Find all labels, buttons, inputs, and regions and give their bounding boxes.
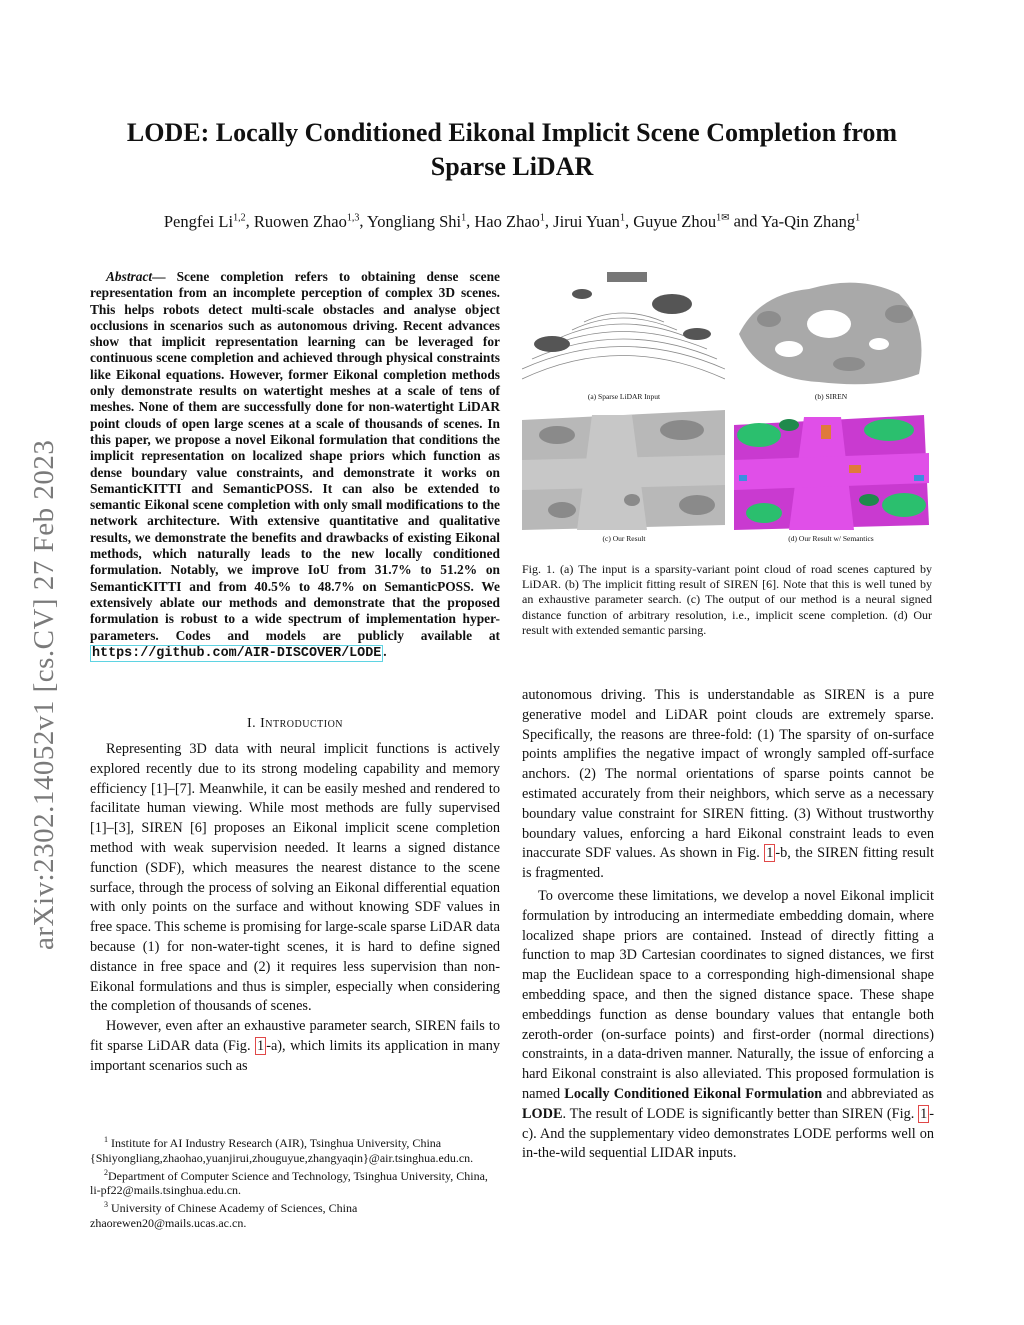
figure-ref-link[interactable]: 1 <box>920 1105 928 1122</box>
figure-panel-sparse-lidar <box>522 264 725 389</box>
section-number: I. <box>246 716 257 731</box>
figure-panel-our-result <box>522 405 725 530</box>
paper-title <box>60 116 964 184</box>
footnotes <box>90 1133 500 1231</box>
arxiv-stamp <box>26 350 62 950</box>
abstract-label: Abstract <box>106 269 153 284</box>
figure-1-caption: Fig. 1. (a) The input is a sparsity-variant point cloud of road scenes captured by LiDAR. (b) The implicit fitting result of SIREN [6]. Note that this is well tuned by an exhaustive parameter search. (c) The output of our method is a neural signed distance function of arbitrary resolution, i.e., implicit scene completion. (d) Our result with extended semantic parsing. <box>522 562 932 637</box>
footnote-2: $^2$Department of Computer Science and Technology, Tsinghua University, China, li-pf22@mails.tsinghua.edu.cn. <box>90 1167 488 1198</box>
footnote-3: $^3$ University of Chinese Academy of Sciences, China zhaorewen20@mails.ucas.ac.cn. <box>90 1200 358 1230</box>
panel-a-caption: (a) Sparse LiDAR Input <box>587 392 661 401</box>
author: Ruowen Zhao$^{1,3}$ <box>253 211 360 231</box>
intro-paragraph-1: Representing 3D data with neural implicit functions is actively explored recently due to its strong modeling capability and memory efficiency [1]–[7]. Meanwhile, it can be easily meshed and rendered to facilitate human viewing. While most methods are fully supervised [1]–[3], SIREN [6] proposes an Eikonal implicit scene completion method with weak supervision needed. It learns a signed distance function (SDF), which measures the nearest distance to the scene surface, through the process of solving an Eikonal differential equation with only points on the surface and without knowing SDF values in free space. This scheme is promising for large-scale sparse LiDAR data because (1) for non-water-tight scenes, it is hard to define signed distance in free space and (2) it requires less supervision than non-Eikonal formulations and thus is simpler, especially when considering the completion of thousands of scenes. <box>90 741 500 1015</box>
intro-paragraph-2: However, even after an exhaustive parameter search, SIREN fails to fit sparse LiDAR data (Fig. 1 -a), which limits its application in many important scenarios such as <box>90 1018 501 1074</box>
author: Ya-Qin Zhang$^1$ <box>761 211 861 231</box>
footnote-1: $^1$ Institute for AI Industry Research (AIR), Tsinghua University, China {Shiyongliang,zhaohao,yuanjirui,zhouguyue,zhangyaqin}@air.tsinghua.edu.cn. <box>90 1135 474 1165</box>
figure-panel-semantics <box>729 405 932 530</box>
title-line-2: Sparse LiDAR <box>430 152 594 181</box>
code-link[interactable]: https://github.com/AIR-DISCOVER/LODE <box>92 645 382 661</box>
right-column-body <box>522 686 934 1164</box>
author: Yongliang Shi$^1$ <box>366 211 467 231</box>
author: Pengfei Li$^{1,2}$ <box>163 211 246 231</box>
figure-panel-siren <box>729 264 932 389</box>
panel-d-caption: (d) Our Result w/ Semantics <box>788 534 874 543</box>
panel-b-caption: (b) SIREN <box>814 392 848 401</box>
section-title: Introduction <box>260 716 344 731</box>
abstract-text: Scene completion refers to obtaining dense scene representation from an incomplete perception of complex 3D scenes. This helps robots detect multi-scale obstacles and analyse object occlusions in scenarios such as autonomous driving. Recent advances show that implicit representation learning can be leveraged for continuous scene completion and achieved through physical constraints like Eikonal equations. However, former Eikonal completion methods only demonstrate results on watertight meshes at a scale of tens of meshes. None of them are successfully done for non-watertight LiDAR point clouds of open large scenes at a scale of thousands of scenes. In this paper, we propose a novel Eikonal formulation that conditions the implicit representation on localized shape priors which function as dense boundary value constraints, and demonstrate it works on SemanticKITTI and SemanticPOSS. It can also be extended to semantic Eikonal scene completion with only small modifications to the network architecture. With extensive quantitative and qualitative results, we demonstrate the benefits and drawbacks of existing Eikonal methods, which naturally leads to the new locally conditioned formulation. Notably, we improve IoU from 31.7% to 51.2% on SemanticKITTI and from 40.5% to 48.7% on SemanticPOSS. We extensively ablate our methods and demonstrate that the proposed formulation is robust to a wide spectrum of implementation hyper-parameters. Codes and models are publicly available at <box>90 269 501 643</box>
abstract: Abstract— Scene completion refers to obtaining dense scene representation from an incomplete perception of complex 3D scenes. This helps robots detect multi-scale obstacles and analyse object occlusions in scenarios such as autonomous driving. Recent advances show that implicit representation learning can be leveraged for continuous scene completion and achieved through physical constraints like Eikonal equations. However, former Eikonal completion methods only demonstrate results on watertight meshes at a scale of tens of meshes. None of them are successfully done for non-watertight LiDAR point clouds of open large scenes at a scale of thousands of scenes. In this paper, we propose a novel Eikonal formulation that conditions the implicit representation on localized shape priors which function as dense boundary value constraints, and demonstrate it works on SemanticKITTI and SemanticPOSS. It can also be extended to semantic Eikonal scene completion with only small modifications to the network architecture. With extensive quantitative and qualitative results, we demonstrate the benefits and drawbacks of existing Eikonal methods, which naturally leads to the new locally conditioned formulation. Notably, we improve IoU from 31.7% to 51.2% on SemanticKITTI and from 40.5% to 48.7% on SemanticPOSS. We extensively ablate our methods and demonstrate that the proposed formulation is robust to a wide spectrum of implementation hyper-parameters. Codes and models are publicly available at https://github.com/AIR-DISCOVER/LODE . <box>90 269 501 661</box>
panel-c-caption: (c) Our Result <box>602 534 646 543</box>
author-list: Pengfei Li$^{1,2}$, Ruowen Zhao$^{1,3}$, Yongliang Shi$^1$, Hao Zhao$^1$, Jirui Yuan$^1$, Guyue Zhou$^{1✉}$ and Ya-Qin Zhang$^1$ <box>163 211 861 231</box>
author: Hao Zhao$^1$ <box>474 211 545 231</box>
right-paragraph-2: To overcome these limitations, we develop a novel Eikonal implicit formulation by introducing an intermediate embedding domain, where localized shape priors are contained. Instead of directly fitting a function to map 3D Cartesian coordinates to signed distances, we first map the Euclidean space to a corresponding high-dimensional shape embedding space, and then the signed distance space. These shape embeddings function as dense boundary values that entangle both zeroth-order (on-surface points) and first-order (normal directions) constraints, in a data-driven manner. Naturally, the issue of enforcing a hard Eikonal constraint is also alleviated. This proposed formulation is named Locally Conditioned Eikonal Formulation and abbreviated as LODE. The result of LODE is significantly better than SIREN (Fig. 1 -c). And the supplementary video demonstrates LODE performs well on in-the-wild sequential LIDAR inputs. <box>522 887 935 1162</box>
figure-ref-link[interactable]: 1 <box>257 1037 265 1054</box>
method-abbreviation: LODE <box>522 1105 563 1122</box>
arxiv-stamp-text: arXiv:2302.14052v1 [cs.CV] 27 Feb 2023 <box>28 439 60 950</box>
title-line-1: LODE: Locally Conditioned Eikonal Implicit Scene Completion from <box>126 118 898 147</box>
author: Guyue Zhou$^{1✉}$ <box>633 211 730 231</box>
author: Jirui Yuan$^1$ <box>553 211 625 231</box>
method-full-name: Locally Conditioned Eikonal Formulation <box>564 1085 823 1102</box>
introduction-body <box>90 740 500 1077</box>
figure-ref-link[interactable]: 1 <box>766 845 774 862</box>
section-heading <box>90 716 500 732</box>
right-paragraph-1: autonomous driving. This is understandable as SIREN is a pure generative model and LiDAR point clouds are extremely sparse. Specifically, the reasons are three-fold: (1) The sparsity of on-surface points amplifies the negative impact of wrongly sampled off-surface anchors. (2) The normal orientations of sparse points cannot be estimated accurately from their neighbors, which serve as a necessary boundary value constraint for SIREN fitting. (3) Without trustworthy boundary values, enforcing a hard Eikonal constraint leads to even inaccurate SDF values. As shown in Fig. 1 -b, the SIREN fitting result is fragmented. <box>522 687 935 882</box>
figure-1 <box>522 264 932 546</box>
